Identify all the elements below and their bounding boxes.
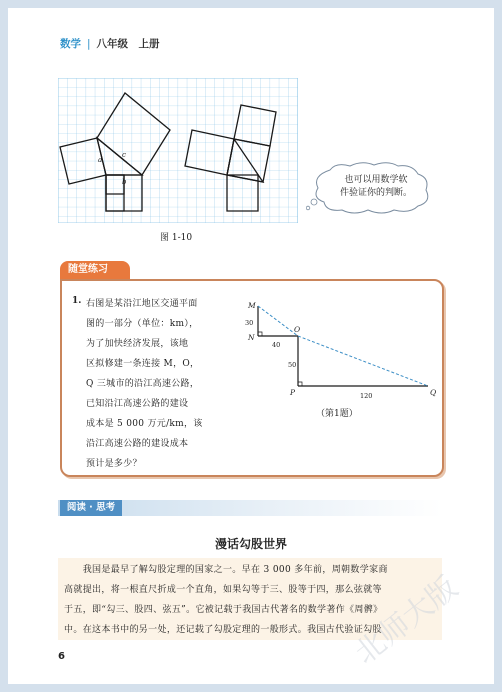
length-no: 40 bbox=[272, 341, 281, 349]
question-line: Q 三城市的沿江高速公路， bbox=[86, 379, 200, 389]
page-frame bbox=[0, 0, 502, 8]
question-line: 右图是某沿江地区交通平面 bbox=[86, 299, 198, 309]
length-pq: 120 bbox=[360, 392, 373, 400]
point-q: Q bbox=[430, 388, 437, 397]
watermark-text: 北师大版 bbox=[348, 569, 465, 672]
diagram-caption: （第1题） bbox=[316, 409, 358, 419]
question-text bbox=[86, 294, 238, 474]
question-line: 区拟修建一条连接 M，O， bbox=[86, 359, 200, 369]
article-line: 于五，即“勾三、股四、弦五”。它被记载于我国古代著名的数学著作《周髀》 bbox=[64, 605, 383, 615]
point-p: P bbox=[290, 388, 296, 397]
highway-mo bbox=[258, 306, 301, 336]
route-diagram bbox=[240, 292, 440, 424]
thought-cloud-text bbox=[336, 174, 416, 200]
page-header bbox=[60, 36, 160, 51]
question-line: 为了加快经济发展，该地 bbox=[86, 339, 189, 349]
question-line: 已知沿江高速公路的建设 bbox=[86, 399, 189, 409]
page-number: 6 bbox=[58, 651, 65, 662]
question-line: 预计是多少？ bbox=[86, 459, 142, 469]
highway-oq bbox=[298, 336, 428, 386]
question-number: 1. bbox=[72, 296, 82, 306]
article-line: 高就提出，将一根直尺折成一个直角，如果勾等于三、股等于四，那么弦就等 bbox=[64, 585, 382, 595]
reading-tab: 阅读 · 思考 bbox=[60, 500, 122, 516]
subject-label: 数学 bbox=[60, 38, 81, 50]
practice-tab: 随堂练习 bbox=[60, 261, 130, 279]
question-line: 图的一部分（单位：km）， bbox=[86, 319, 199, 329]
grade-label: 八年级 上册 bbox=[96, 38, 160, 50]
question-line: 沿江高速公路的建设成本 bbox=[86, 439, 189, 449]
header-separator: | bbox=[87, 38, 91, 50]
publisher-watermark bbox=[345, 540, 495, 680]
point-m: M bbox=[248, 301, 256, 310]
length-mn: 30 bbox=[245, 319, 254, 327]
page-frame bbox=[494, 0, 502, 692]
thought-line-1: 也可以用数学软 bbox=[344, 175, 408, 185]
length-op: 50 bbox=[288, 361, 297, 369]
label-a: a bbox=[98, 156, 103, 164]
article-title: 漫话勾股世界 bbox=[214, 537, 287, 551]
page-frame bbox=[0, 0, 8, 692]
thought-line-2: 件验证你的判断。 bbox=[339, 188, 412, 198]
article-line: 我国是最早了解勾股定理的国家之一。早在 3 000 多年前，周朝数学家商 bbox=[64, 565, 388, 575]
point-n: N bbox=[248, 333, 255, 342]
pythagoras-grid-figure bbox=[58, 78, 298, 223]
label-c: c bbox=[122, 151, 126, 159]
article-line: 中。在这本书中的另一处，还记载了勾股定理的一般形式。我国古代验证勾股 bbox=[64, 625, 382, 635]
question-line: 成本是 5 000 万元/km，该 bbox=[86, 419, 203, 429]
figure-caption: 图 1-10 bbox=[160, 233, 193, 243]
label-b: b bbox=[122, 178, 127, 186]
page-frame bbox=[0, 684, 502, 692]
point-o: O bbox=[294, 325, 301, 334]
